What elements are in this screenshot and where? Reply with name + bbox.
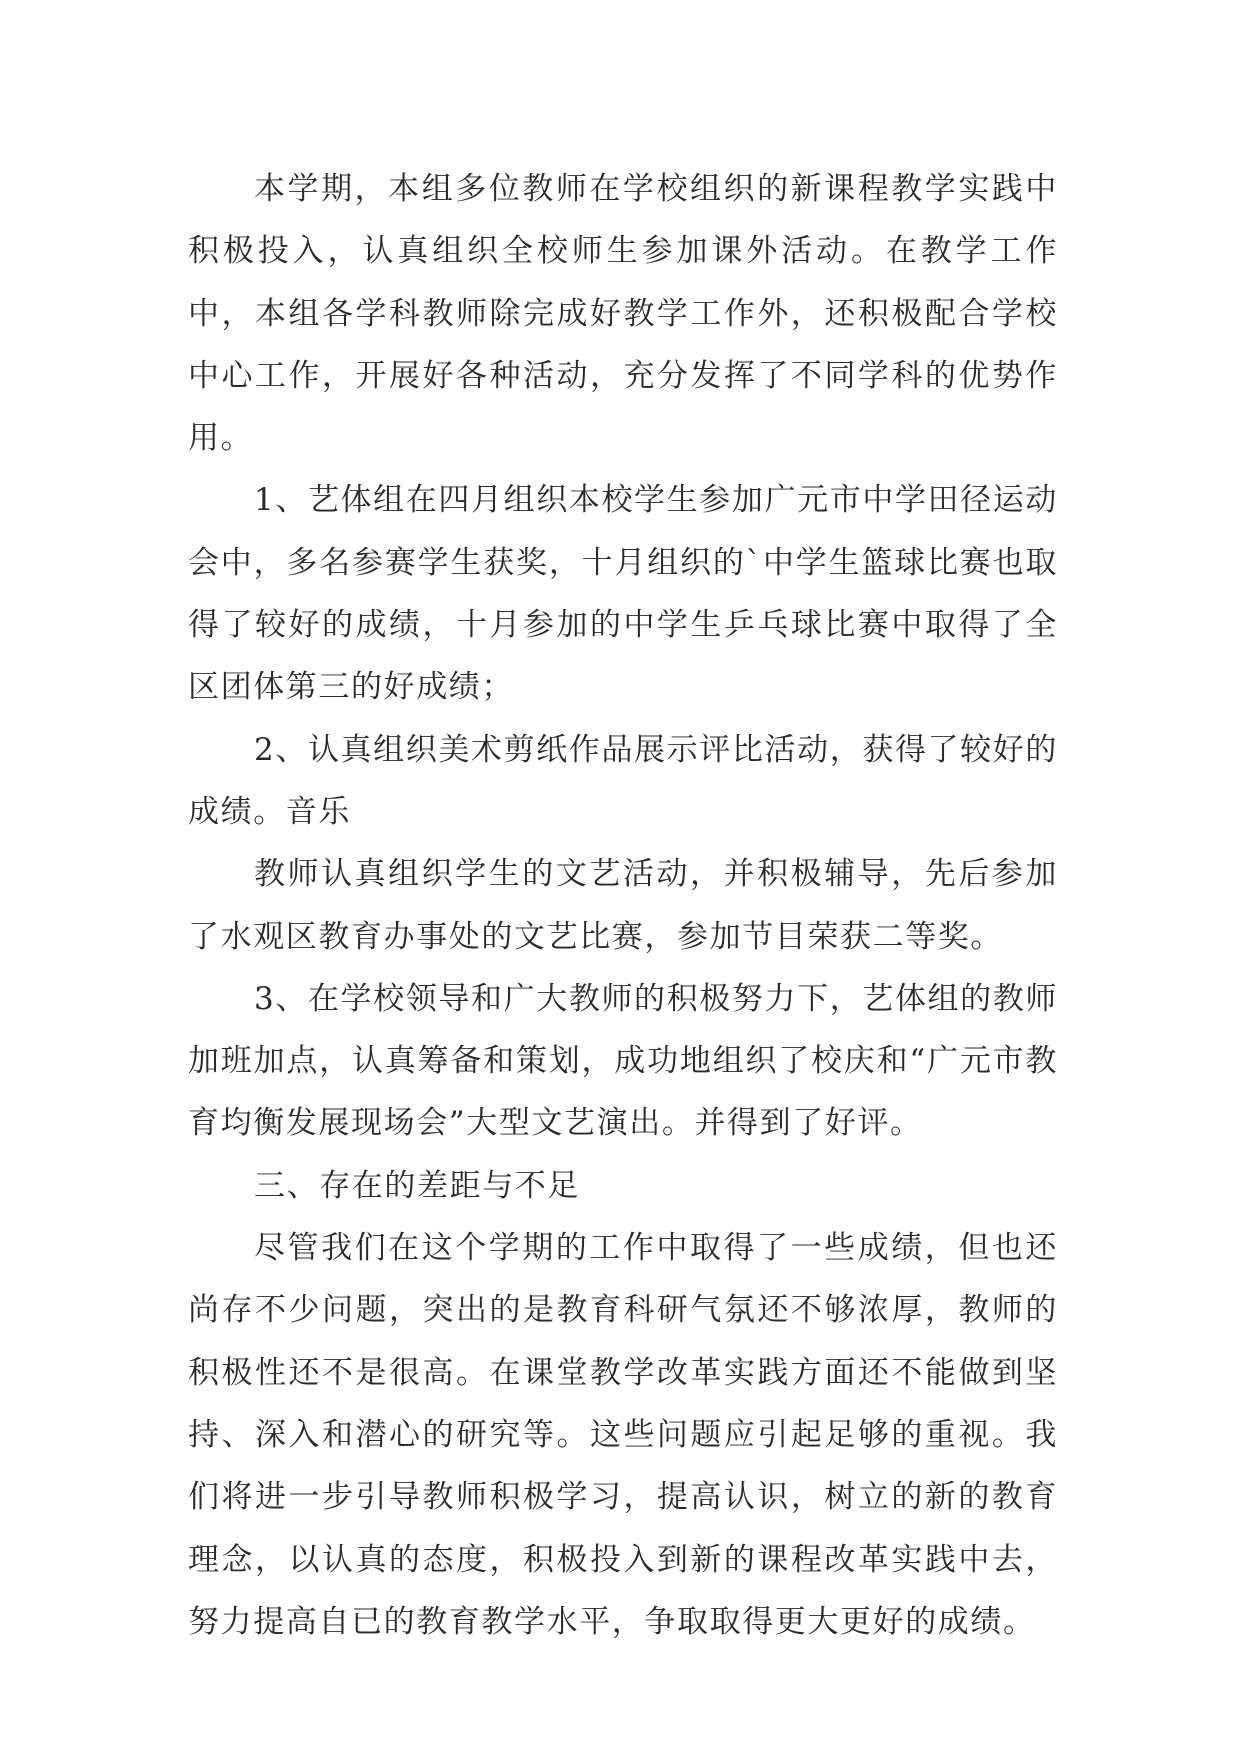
paragraph-item-1: 1、艺体组在四月组织本校学生参加广元市中学田径运动会中，多名参赛学生获奖，十月组织的`中学生篮球比赛也取得了较好的成绩，十月参加的中学生乒乓球比赛中取得了全区团体第三的好成绩； xyxy=(188,482,1058,706)
paragraph-intro: 本学期，本组多位教师在学校组织的新课程教学实践中积极投入，认真组织全校师生参加课外活动。在教学工作中，本组各学科教师除完成好教学工作外，还积极配合学校中心工作，开展好各种活动，充分发挥了不同学科的优势作用。 xyxy=(188,171,1058,457)
paragraph-item-2-continued: 教师认真组织学生的文艺活动，并积极辅导，先后参加了水观区教育办事处的文艺比赛，参加节目荣获二等奖。 xyxy=(188,856,1058,955)
paragraph-conclusion: 尽管我们在这个学期的工作中取得了一些成绩，但也还尚存不少问题，突出的是教育科研气氛还不够浓厚，教师的积极性还不是很高。在课堂教学改革实践方面还不能做到坚持、深入和潜心的研究等。这些问题应引起足够的重视。我们将进一步引导教师积极学习，提高认识，树立的新的教育理念，以认真的态度，积极投入到新的课程改革实践中去，努力提高自已的教育教学水平，争取取得更大更好的成绩。 xyxy=(188,1230,1058,1640)
paragraph-item-3: 3、在学校领导和广大教师的积极努力下，艺体组的教师加班加点，认真筹备和策划，成功地组织了校庆和“广元市教育均衡发展现场会”大型文艺演出。并得到了好评。 xyxy=(188,980,1058,1142)
document-body xyxy=(188,158,1058,1653)
section-heading: 三、存在的差距与不足 xyxy=(254,1167,580,1204)
paragraph-item-2: 2、认真组织美术剪纸作品展示评比活动，获得了较好的成绩。音乐 xyxy=(188,731,1058,830)
